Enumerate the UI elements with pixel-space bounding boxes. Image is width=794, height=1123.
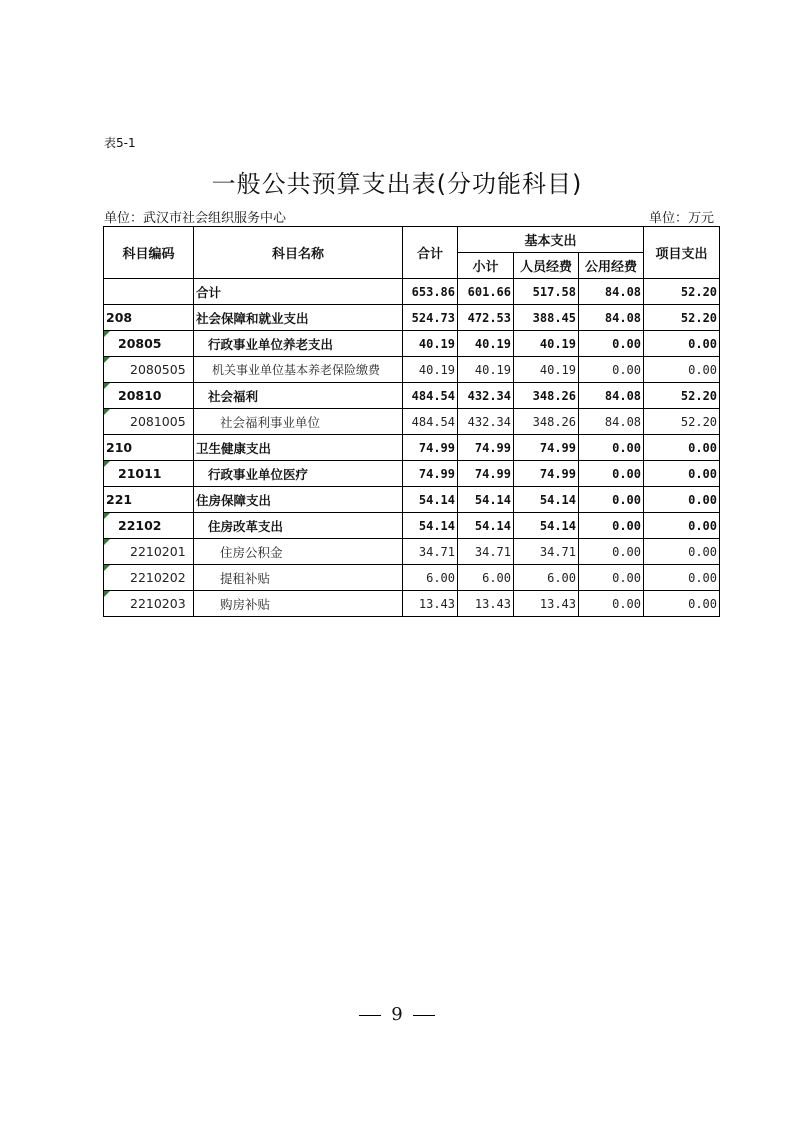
- row-public: 84.08: [579, 383, 644, 409]
- row-project: 0.00: [644, 539, 720, 565]
- row-project: 0.00: [644, 357, 720, 383]
- row-project: 0.00: [644, 331, 720, 357]
- row-public: 0.00: [579, 357, 644, 383]
- row-public: 84.08: [579, 305, 644, 331]
- row-total: 54.14: [403, 487, 458, 513]
- row-name: 社会福利事业单位: [194, 409, 403, 435]
- dash-left: [359, 1015, 381, 1016]
- row-project: 52.20: [644, 383, 720, 409]
- row-code: 20805: [104, 331, 194, 357]
- cell-marker-icon: [104, 565, 110, 571]
- cell-marker-icon: [104, 357, 110, 363]
- row-code: 2080505: [104, 357, 194, 383]
- table-row: [104, 565, 720, 591]
- row-personnel: 388.45: [514, 305, 579, 331]
- page-title: 一般公共预算支出表(分功能科目): [211, 170, 583, 198]
- header-public: 公用经费: [579, 253, 644, 279]
- row-personnel: 40.19: [514, 331, 579, 357]
- row-code: 2210203: [104, 591, 194, 617]
- row-name: 合计: [194, 279, 403, 305]
- row-name: 购房补贴: [194, 591, 403, 617]
- table-row: [104, 279, 720, 305]
- row-subtotal: 601.66: [458, 279, 514, 305]
- row-subtotal: 74.99: [458, 461, 514, 487]
- row-subtotal: 54.14: [458, 487, 514, 513]
- row-code: 221: [104, 487, 194, 513]
- row-subtotal: 54.14: [458, 513, 514, 539]
- row-name: 社会保障和就业支出: [194, 305, 403, 331]
- row-public: 84.08: [579, 409, 644, 435]
- header-total: 合计: [403, 227, 458, 279]
- row-subtotal: 40.19: [458, 331, 514, 357]
- budget-table: [103, 226, 720, 617]
- row-subtotal: 6.00: [458, 565, 514, 591]
- row-total: 484.54: [403, 383, 458, 409]
- row-personnel: 74.99: [514, 435, 579, 461]
- page-number: [0, 1004, 794, 1025]
- row-total: 484.54: [403, 409, 458, 435]
- row-project: 0.00: [644, 435, 720, 461]
- cell-marker-icon: [104, 409, 110, 415]
- row-total: 34.71: [403, 539, 458, 565]
- row-total: 74.99: [403, 435, 458, 461]
- row-project: 52.20: [644, 409, 720, 435]
- cell-marker-icon: [104, 591, 110, 597]
- row-public: 0.00: [579, 539, 644, 565]
- table-row: [104, 513, 720, 539]
- row-subtotal: 432.34: [458, 409, 514, 435]
- organization-unit-label: 单位：武汉市社会组织服务中心: [104, 211, 287, 226]
- row-public: 84.08: [579, 279, 644, 305]
- row-code: 20810: [104, 383, 194, 409]
- row-project: 0.00: [644, 591, 720, 617]
- table-row: [104, 435, 720, 461]
- row-name: 机关事业单位基本养老保险缴费: [194, 357, 403, 383]
- currency-unit-label: 单位：万元: [648, 211, 714, 226]
- row-personnel: 6.00: [514, 565, 579, 591]
- row-code: 2210202: [104, 565, 194, 591]
- row-personnel: 348.26: [514, 409, 579, 435]
- row-total: 40.19: [403, 331, 458, 357]
- table-row: [104, 383, 720, 409]
- row-public: 0.00: [579, 513, 644, 539]
- cell-marker-icon: [104, 383, 110, 389]
- row-total: 40.19: [403, 357, 458, 383]
- row-project: 0.00: [644, 513, 720, 539]
- table-code: 表5-1: [104, 136, 136, 150]
- row-name: 住房保障支出: [194, 487, 403, 513]
- row-total: 13.43: [403, 591, 458, 617]
- row-public: 0.00: [579, 487, 644, 513]
- row-total: 54.14: [403, 513, 458, 539]
- cell-marker-icon: [104, 513, 110, 519]
- row-name: 社会福利: [194, 383, 403, 409]
- row-personnel: 34.71: [514, 539, 579, 565]
- row-code: 2081005: [104, 409, 194, 435]
- row-project: 52.20: [644, 279, 720, 305]
- table-row: [104, 591, 720, 617]
- table-row: [104, 409, 720, 435]
- header-project: 项目支出: [644, 227, 720, 279]
- table-row: [104, 331, 720, 357]
- header-basic: 基本支出: [458, 227, 644, 253]
- row-public: 0.00: [579, 331, 644, 357]
- row-project: 0.00: [644, 461, 720, 487]
- table-row: [104, 487, 720, 513]
- header-name: 科目名称: [194, 227, 403, 279]
- table-row: [104, 461, 720, 487]
- row-name: 行政事业单位医疗: [194, 461, 403, 487]
- row-public: 0.00: [579, 435, 644, 461]
- row-name: 住房改革支出: [194, 513, 403, 539]
- row-project: 0.00: [644, 565, 720, 591]
- row-total: 524.73: [403, 305, 458, 331]
- row-personnel: 54.14: [514, 513, 579, 539]
- table-row: [104, 357, 720, 383]
- row-total: 653.86: [403, 279, 458, 305]
- row-subtotal: 13.43: [458, 591, 514, 617]
- row-name: 卫生健康支出: [194, 435, 403, 461]
- cell-marker-icon: [104, 461, 110, 467]
- row-public: 0.00: [579, 565, 644, 591]
- row-personnel: 74.99: [514, 461, 579, 487]
- row-personnel: 348.26: [514, 383, 579, 409]
- header-subtotal: 小计: [458, 253, 514, 279]
- row-personnel: 13.43: [514, 591, 579, 617]
- row-code: [104, 279, 194, 305]
- row-name: 住房公积金: [194, 539, 403, 565]
- cell-marker-icon: [104, 331, 110, 337]
- row-code: 22102: [104, 513, 194, 539]
- row-public: 0.00: [579, 591, 644, 617]
- table-row: [104, 539, 720, 565]
- dash-right: [413, 1015, 435, 1016]
- table-row: [104, 305, 720, 331]
- row-subtotal: 472.53: [458, 305, 514, 331]
- row-project: 0.00: [644, 487, 720, 513]
- row-total: 74.99: [403, 461, 458, 487]
- row-subtotal: 74.99: [458, 435, 514, 461]
- row-name: 行政事业单位养老支出: [194, 331, 403, 357]
- row-code: 21011: [104, 461, 194, 487]
- row-project: 52.20: [644, 305, 720, 331]
- page-number-value: 9: [391, 1004, 403, 1025]
- row-personnel: 517.58: [514, 279, 579, 305]
- header-personnel: 人员经费: [514, 253, 579, 279]
- row-code: 208: [104, 305, 194, 331]
- header-code: 科目编码: [104, 227, 194, 279]
- row-code: 210: [104, 435, 194, 461]
- cell-marker-icon: [104, 539, 110, 545]
- row-name: 提租补贴: [194, 565, 403, 591]
- row-total: 6.00: [403, 565, 458, 591]
- row-public: 0.00: [579, 461, 644, 487]
- row-personnel: 54.14: [514, 487, 579, 513]
- row-personnel: 40.19: [514, 357, 579, 383]
- row-subtotal: 432.34: [458, 383, 514, 409]
- row-subtotal: 40.19: [458, 357, 514, 383]
- row-code: 2210201: [104, 539, 194, 565]
- row-subtotal: 34.71: [458, 539, 514, 565]
